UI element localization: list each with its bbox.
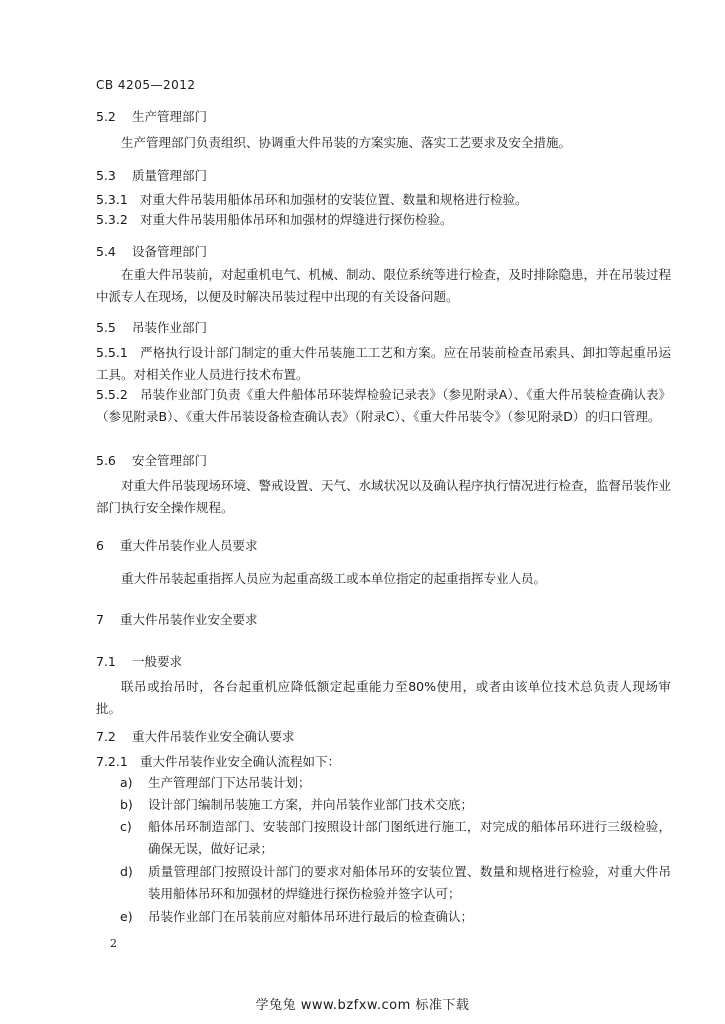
heading-title: 重大件吊装作业安全确认要求 [132, 729, 295, 744]
heading-7-1 [96, 652, 182, 670]
clause-number: 5.3.1 [96, 192, 128, 207]
paragraph-5-6: 对重大件吊装现场环境、警戒设置、天气、水域状况以及确认程序执行情况进行检查，监督吊装作业部门执行安全操作规程。 [96, 478, 672, 515]
clause-number: 5.5.1 [96, 345, 128, 360]
heading-5-3 [96, 166, 207, 184]
clause-text: 重大件吊装作业安全确认流程如下： [140, 754, 341, 769]
list-item-text: 船体吊环制造部门、安装部门按照设计部门图纸进行施工，对完成的船体吊环进行三级检验，确保无误，做好记录； [148, 819, 671, 856]
list-item [120, 906, 671, 928]
heading-number: 5.5 [96, 320, 116, 335]
list-marker: d) [120, 864, 133, 879]
standard-id: CB 4205—2012 [96, 78, 196, 92]
clause-text: 对重大件吊装用船体吊环和加强材的焊缝进行探伤检验。 [140, 212, 453, 227]
heading-5-4 [96, 242, 207, 260]
list-item-text: 吊装作业部门在吊装前应对船体吊环进行最后的检查确认； [148, 909, 474, 924]
list-item [120, 772, 671, 794]
clause-7-2-1 [96, 751, 671, 773]
heading-title: 重大件吊装作业人员要求 [120, 538, 258, 553]
page-number: 2 [110, 937, 117, 950]
heading-number: 5.3 [96, 168, 116, 183]
paragraph-5-4: 在重大件吊装前，对起重机电气、机械、制动、限位系统等进行检查，及时排除隐患，并在吊装过程中派专人在现场，以便及时解决吊装过程中出现的有关设备问题。 [96, 267, 672, 304]
paragraph-6: 重大件吊装起重指挥人员应为起重高级工或本单位指定的起重指挥专业人员。 [121, 571, 547, 586]
list-item-text: 生产管理部门下达吊装计划； [148, 775, 311, 790]
list-marker: a) [120, 775, 133, 790]
list-item-text: 质量管理部门按照设计部门的要求对船体吊环的安装位置、数量和规格进行检验，对重大件吊装用船体吊环和加强材的焊缝进行探伤检验并签字认可； [148, 864, 671, 901]
clause-number: 7.2.1 [96, 754, 128, 769]
clause-5-5-2 [96, 384, 671, 428]
heading-6 [96, 536, 258, 554]
heading-number: 7.2 [96, 729, 116, 744]
heading-title: 质量管理部门 [132, 168, 208, 183]
list-marker: c) [120, 819, 132, 834]
heading-title: 生产管理部门 [132, 109, 208, 124]
clause-5-3-2 [96, 209, 671, 231]
clause-text: 对重大件吊装用船体吊环和加强材的安装位置、数量和规格进行检验。 [140, 192, 528, 207]
heading-title: 重大件吊装作业安全要求 [120, 612, 258, 627]
clause-text: 严格执行设计部门制定的重大件吊装施工工艺和方案。应在吊装前检查吊索具、卸扣等起重吊运工具。对相关作业人员进行技术布置。 [96, 345, 671, 382]
heading-number: 5.4 [96, 244, 116, 259]
heading-title: 设备管理部门 [132, 244, 208, 259]
heading-number: 5.2 [96, 109, 116, 124]
heading-number: 7.1 [96, 654, 116, 669]
list-item [120, 861, 671, 905]
list-item [120, 794, 671, 816]
heading-title: 吊装作业部门 [132, 320, 208, 335]
heading-number: 6 [96, 538, 104, 553]
heading-7 [96, 610, 258, 628]
list-item-text: 设计部门编制吊装施工方案，并向吊装作业部门技术交底； [148, 797, 474, 812]
heading-5-6 [96, 451, 207, 469]
clause-number: 5.5.2 [96, 387, 128, 402]
list-item [120, 816, 671, 860]
clause-5-5-1 [96, 342, 671, 386]
heading-number: 5.6 [96, 453, 116, 468]
clause-text: 吊装作业部门负责《重大件船体吊环装焊检验记录表》（参见附录A）、《重大件吊装检查确认表》（参见附录B）、《重大件吊装设备检查确认表》（附录C）、《重大件吊装令》（参见附录D）的归口管理。 [96, 387, 671, 424]
heading-number: 7 [96, 612, 104, 627]
clause-number: 5.3.2 [96, 212, 128, 227]
list-marker: b) [120, 797, 133, 812]
clause-5-3-1 [96, 189, 671, 211]
paragraph-7-1: 联吊或抬吊时，各台起重机应降低额定起重能力至80%使用，或者由该单位技术总负责人现场审批。 [96, 679, 671, 716]
paragraph-5-2: 生产管理部门负责组织、协调重大件吊装的方案实施、落实工艺要求及安全措施。 [121, 135, 572, 150]
heading-title: 一般要求 [132, 654, 183, 669]
footer-watermark: 学兔兔 www.bzfxw.com 标准下载 [255, 998, 470, 1013]
heading-title: 安全管理部门 [132, 453, 208, 468]
heading-5-5 [96, 318, 207, 336]
heading-5-2 [96, 107, 207, 125]
heading-7-2 [96, 727, 295, 745]
list-marker: e) [120, 909, 133, 924]
